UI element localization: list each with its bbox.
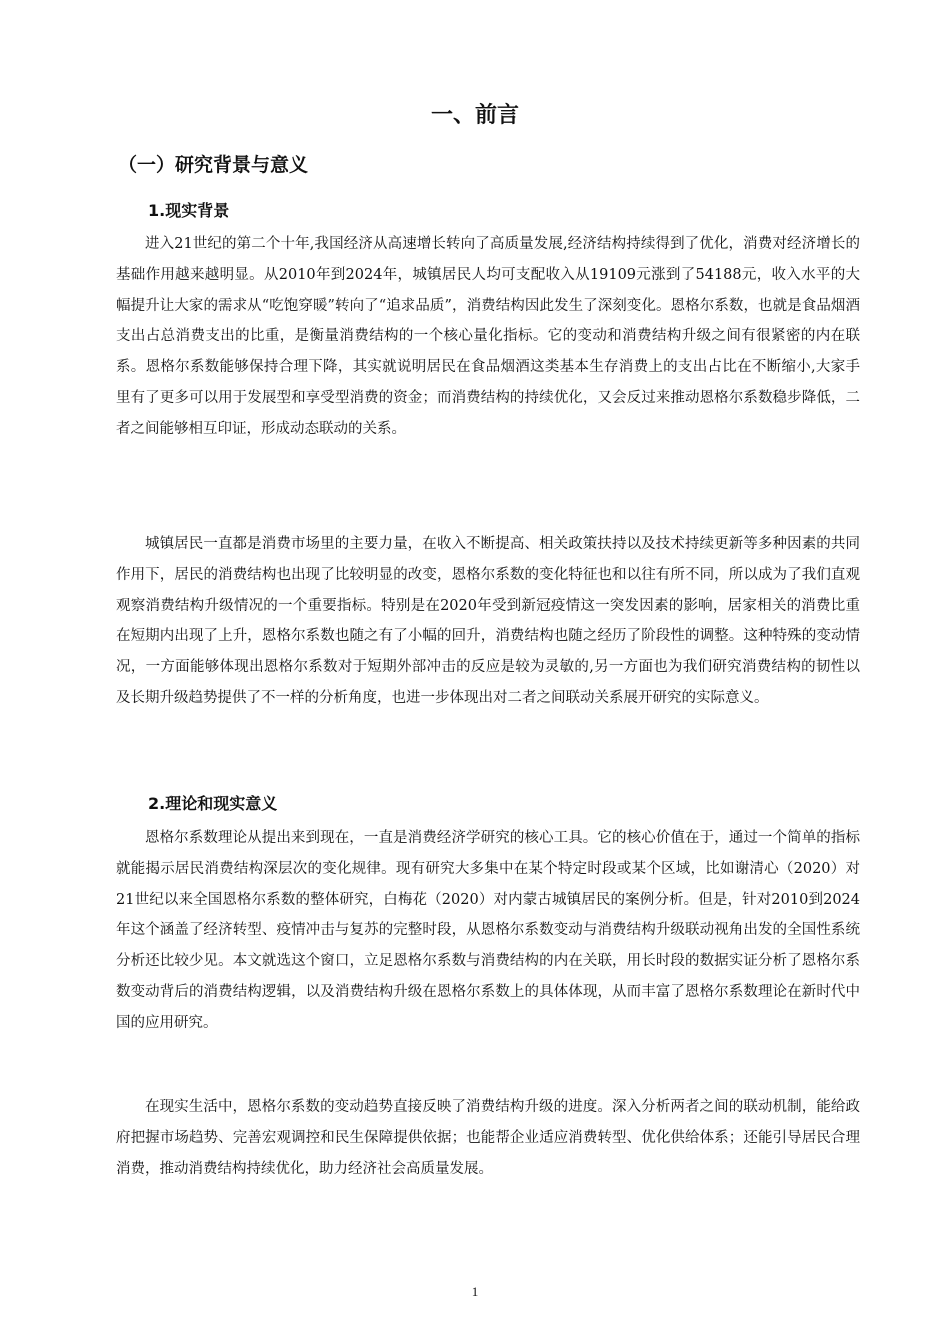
subsection-heading-significance: 2.理论和现实意义 xyxy=(148,794,278,813)
page-number: 1 xyxy=(471,1284,479,1299)
paragraph-1: 进入21世纪的第二个十年,我国经济从高速增长转向了高质量发展,经济结构持续得到了优化，消费对经济增长的基础作用越来越明显。从2010年到2024年，城镇居民人均可支配收入从19109元涨到了54188元，收入水平的大幅提升让大家的需求从“吃饱穿暖”转向了“追求品质”，消费结构因此发生了深刻变化。恩格尔系数，也就是食品烟酒支出占总消费支出的比重，是衡量消费结构的一个核心量化指标。它的变动和消费结构升级之间有很紧密的内在联系。恩格尔系数能够保持合理下降，其实就说明居民在食品烟酒这类基本生存消费上的支出占比在不断缩小,大家手里有了更多可以用于发展型和享受型消费的资金；而消费结构的持续优化，又会反过来推动恩格尔系数稳步降低，二者之间能够相互印证，形成动态联动的关系。 xyxy=(116,236,860,437)
subsection-heading-background: 1.现实背景 xyxy=(148,201,230,220)
section-heading: （一）研究背景与意义 xyxy=(118,154,309,176)
paragraph-3: 恩格尔系数理论从提出来到现在，一直是消费经济学研究的核心工具。它的核心价值在于，通过一个简单的指标就能揭示居民消费结构深层次的变化规律。现有研究大多集中在某个特定时段或某个区域，比如谢清心（2020）对21世纪以来全国恩格尔系数的整体研究，白梅花（2020）对内蒙古城镇居民的案例分析。但是，针对2010到2024年这个涵盖了经济转型、疫情冲击与复苏的完整时段，从恩格尔系数变动与消费结构升级联动视角出发的全国性系统分析还比较少见。本文就选这个窗口，立足恩格尔系数与消费结构的内在关联，用长时段的数据实证分析了恩格尔系数变动背后的消费结构逻辑，以及消费结构升级在恩格尔系数上的具体体现，从而丰富了恩格尔系数理论在新时代中国的应用研究。 xyxy=(116,830,860,1031)
paragraph-2: 城镇居民一直都是消费市场里的主要力量，在收入不断提高、相关政策扶持以及技术持续更新等多种因素的共同作用下，居民的消费结构也出现了比较明显的改变，恩格尔系数的变化特征也和以往有所不同，所以成为了我们直观观察消费结构升级情况的一个重要指标。特别是在2020年受到新冠疫情这一突发因素的影响，居家相关的消费比重在短期内出现了上升，恩格尔系数也随之有了小幅的回升，消费结构也随之经历了阶段性的调整。这种特殊的变动情况，一方面能够体现出恩格尔系数对于短期外部冲击的反应是较为灵敏的,另一方面也为我们研究消费结构的韧性以及长期升级趋势提供了不一样的分析角度，也进一步体现出对二者之间联动关系展开研究的实际意义。 xyxy=(116,536,860,706)
page-title: 一、前言 xyxy=(430,103,519,128)
paragraph-4: 在现实生活中，恩格尔系数的变动趋势直接反映了消费结构升级的进度。深入分析两者之间的联动机制，能给政府把握市场趋势、完善宏观调控和民生保障提供依据；也能帮企业适应消费转型、优化供给体系；还能引导居民合理消费，推动消费结构持续优化，助力经济社会高质量发展。 xyxy=(116,1099,860,1177)
